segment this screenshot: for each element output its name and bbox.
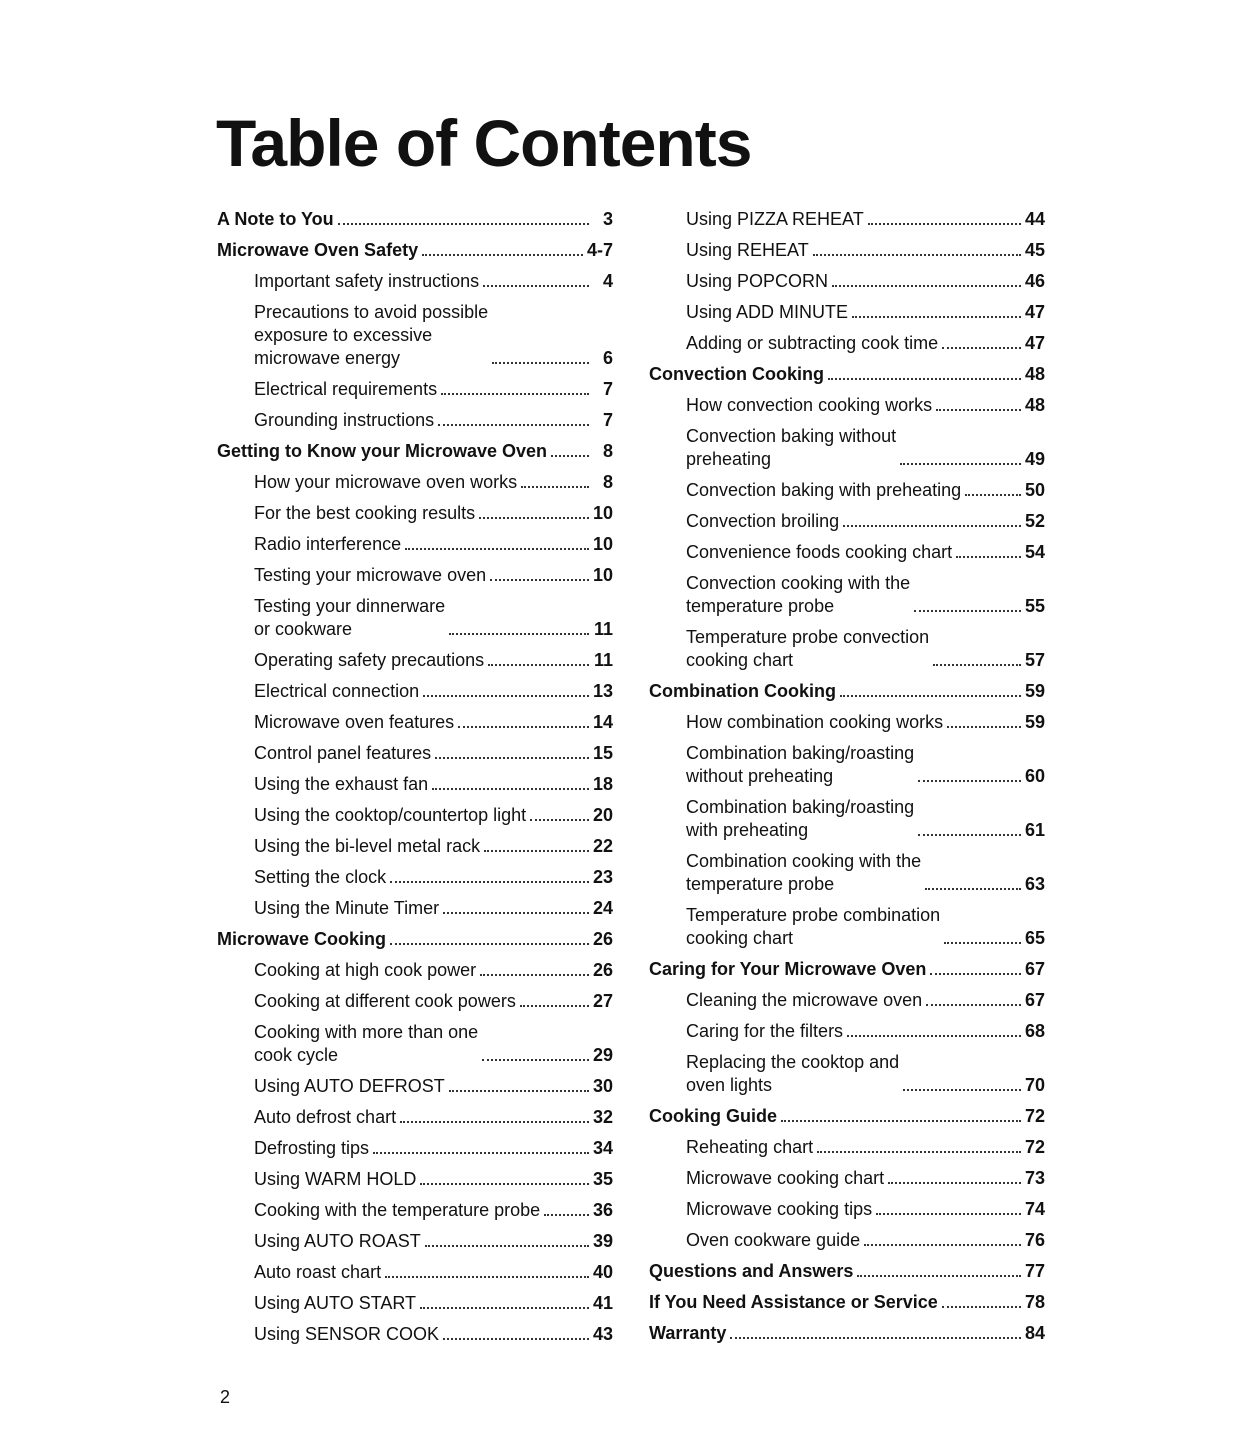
toc-subsection-entry: [217, 672, 613, 703]
toc-entry-page: 70: [1024, 1075, 1045, 1095]
toc-entry-title: Using POPCORN: [686, 271, 829, 291]
toc-subsection-entry: [217, 525, 613, 556]
toc-entry-page: 39: [592, 1231, 613, 1251]
toc-entry-title: If You Need Assistance or Service: [649, 1292, 938, 1312]
toc-entry-title: Control panel features: [254, 743, 432, 763]
toc-entry-page: 72: [1024, 1106, 1045, 1126]
dot-leader: [443, 912, 589, 914]
toc-entry-page: 48: [1024, 364, 1045, 384]
toc-entry-page: 43: [592, 1324, 613, 1344]
dot-leader: [730, 1337, 1021, 1339]
toc-entry-page: 36: [592, 1200, 613, 1220]
toc-entry-title: Cooking at high cook power: [254, 960, 477, 980]
toc-entry-title: Using AUTO START: [254, 1293, 417, 1313]
toc-entry-page: 8: [602, 472, 613, 492]
toc-subsection-entry: [649, 703, 1045, 734]
toc-entry-page: 32: [592, 1107, 613, 1127]
dot-leader: [914, 610, 1021, 612]
toc-entry-page: 55: [1024, 596, 1045, 616]
toc-entry-page: 34: [592, 1138, 613, 1158]
toc-entry-title: Cleaning the microwave oven: [686, 990, 923, 1010]
toc-entry-page: 10: [592, 503, 613, 523]
toc-subsection-entry: [649, 734, 1045, 788]
toc-entry-title: Using AUTO ROAST: [254, 1231, 421, 1251]
dot-leader: [903, 1089, 1021, 1091]
dot-leader: [930, 973, 1021, 975]
dot-leader: [918, 834, 1021, 836]
toc-section-entry: [649, 1283, 1045, 1314]
toc-entry-title: Convection broiling: [686, 511, 840, 531]
toc-entry-title: Setting the clock: [254, 867, 387, 887]
dot-leader: [458, 726, 589, 728]
toc-entry-page: 46: [1024, 271, 1045, 291]
dot-leader: [876, 1213, 1021, 1215]
dot-leader: [857, 1275, 1021, 1277]
dot-leader: [492, 362, 589, 364]
dot-leader: [926, 1004, 1021, 1006]
toc-subsection-entry: [217, 858, 613, 889]
toc-entry-title: Caring for the filters: [686, 1021, 844, 1041]
dot-leader: [438, 424, 589, 426]
toc-entry-title: Microwave Cooking: [217, 929, 387, 949]
toc-section-entry: [649, 950, 1045, 981]
toc-entry-title: Using the cooktop/countertop light: [254, 805, 527, 825]
toc-entry-page: 63: [1024, 874, 1045, 894]
toc-entry-page: 22: [592, 836, 613, 856]
toc-entry-title: Using the Minute Timer: [254, 898, 440, 918]
dot-leader: [925, 888, 1021, 890]
toc-entry-title: Temperature probe convection cooking chart: [686, 627, 930, 670]
toc-entry-page: 59: [1024, 712, 1045, 732]
toc-entry-page: 15: [592, 743, 613, 763]
toc-subsection-entry: [217, 1315, 613, 1346]
toc-subsection-entry: [217, 703, 613, 734]
toc-subsection-entry: [217, 796, 613, 827]
toc-entry-page: 50: [1024, 480, 1045, 500]
toc-subsection-entry: [649, 502, 1045, 533]
toc-entry-title: Auto roast chart: [254, 1262, 382, 1282]
toc-entry-page: 10: [592, 565, 613, 585]
dot-leader: [965, 494, 1021, 496]
dot-leader: [400, 1121, 589, 1123]
dot-leader: [868, 223, 1021, 225]
toc-entry-title: Combination baking/roasting with preheating: [686, 797, 915, 840]
toc-entry-page: 47: [1024, 302, 1045, 322]
dot-leader: [435, 757, 589, 759]
dot-leader: [441, 393, 589, 395]
toc-entry-title: Microwave Oven Safety: [217, 240, 419, 260]
toc-entry-page: 11: [593, 650, 613, 670]
dot-leader: [888, 1182, 1021, 1184]
dot-leader: [373, 1152, 589, 1154]
dot-leader: [847, 1035, 1021, 1037]
dot-leader: [490, 579, 589, 581]
toc-entry-page: 44: [1024, 209, 1045, 229]
dot-leader: [781, 1120, 1021, 1122]
page-title: Table of Contents: [216, 106, 752, 180]
dot-leader: [852, 316, 1021, 318]
toc-entry-page: 4: [602, 271, 613, 291]
toc-entry-page: 13: [592, 681, 613, 701]
toc-subsection-entry: [217, 293, 613, 370]
toc-entry-page: 84: [1024, 1323, 1045, 1343]
toc-subsection-entry: [217, 641, 613, 672]
toc-subsection-entry: [217, 951, 613, 982]
toc-subsection-entry: [649, 1043, 1045, 1097]
dot-leader: [482, 1059, 589, 1061]
toc-entry-title: How convection cooking works: [686, 395, 933, 415]
toc-subsection-entry: [649, 1012, 1045, 1043]
dot-leader: [828, 378, 1021, 380]
toc-entry-page: 26: [592, 960, 613, 980]
dot-leader: [488, 664, 589, 666]
toc-entry-page: 3: [602, 209, 613, 229]
toc-section-entry: [649, 1097, 1045, 1128]
toc-entry-page: 67: [1024, 959, 1045, 979]
dot-leader: [817, 1151, 1021, 1153]
toc-subsection-entry: [649, 564, 1045, 618]
toc-entry-title: Using AUTO DEFROST: [254, 1076, 445, 1096]
toc-entry-page: 24: [592, 898, 613, 918]
toc-subsection-entry: [217, 765, 613, 796]
toc-subsection-entry: [649, 471, 1045, 502]
toc-entry-page: 54: [1024, 542, 1045, 562]
toc-entry-page: 4-7: [586, 240, 613, 260]
dot-leader: [956, 556, 1021, 558]
toc-entry-title: Using PIZZA REHEAT: [686, 209, 864, 229]
toc-subsection-entry: [217, 1160, 613, 1191]
toc-entry-title: Questions and Answers: [649, 1261, 854, 1281]
toc-entry-page: 61: [1024, 820, 1045, 840]
toc-entry-title: Caring for Your Microwave Oven: [649, 959, 927, 979]
toc-entry-title: Combination Cooking: [649, 681, 836, 701]
dot-leader: [864, 1244, 1021, 1246]
toc-subsection-entry: [649, 200, 1045, 231]
toc-entry-page: 23: [592, 867, 613, 887]
toc-subsection-entry: [217, 1284, 613, 1315]
toc-entry-page: 72: [1024, 1137, 1045, 1157]
dot-leader: [449, 1090, 589, 1092]
toc-entry-page: 65: [1024, 928, 1045, 948]
toc-entry-page: 26: [592, 929, 613, 949]
toc-subsection-entry: [217, 494, 613, 525]
toc-entry-title: Oven cookware guide: [686, 1230, 861, 1250]
toc-entry-page: 74: [1024, 1199, 1045, 1219]
toc-entry-page: 40: [592, 1262, 613, 1282]
toc-entry-title: Electrical requirements: [254, 379, 438, 399]
toc-entry-title: Microwave cooking tips: [686, 1199, 873, 1219]
toc-subsection-entry: [217, 1067, 613, 1098]
toc-subsection-entry: [217, 1013, 613, 1067]
dot-leader: [840, 695, 1021, 697]
toc-entry-title: Convection cooking with the temperature probe: [686, 573, 911, 616]
dot-leader: [942, 1306, 1021, 1308]
toc-entry-title: Combination cooking with the temperature probe: [686, 851, 922, 894]
toc-entry-title: Getting to Know your Microwave Oven: [217, 441, 548, 461]
dot-leader: [918, 780, 1021, 782]
toc-entry-page: 68: [1024, 1021, 1045, 1041]
toc-entry-title: Using ADD MINUTE: [686, 302, 849, 322]
toc-section-entry: [649, 1252, 1045, 1283]
toc-section-entry: [649, 672, 1045, 703]
toc-subsection-entry: [217, 1253, 613, 1284]
dot-leader: [405, 548, 589, 550]
dot-leader: [420, 1183, 589, 1185]
toc-subsection-entry: [649, 1221, 1045, 1252]
toc-entry-page: 76: [1024, 1230, 1045, 1250]
toc-entry-title: Reheating chart: [686, 1137, 814, 1157]
dot-leader: [420, 1307, 589, 1309]
toc-entry-title: Important safety instructions: [254, 271, 480, 291]
dot-leader: [338, 223, 589, 225]
toc-entry-title: How combination cooking works: [686, 712, 944, 732]
toc-section-entry: [217, 231, 613, 262]
toc-entry-title: Convection baking with preheating: [686, 480, 962, 500]
toc-entry-page: 48: [1024, 395, 1045, 415]
toc-entry-page: 29: [592, 1045, 613, 1065]
toc-subsection-entry: [649, 417, 1045, 471]
toc-section-entry: [217, 432, 613, 463]
toc-entry-page: 20: [592, 805, 613, 825]
toc-entry-page: 77: [1024, 1261, 1045, 1281]
dot-leader: [936, 409, 1021, 411]
toc-entry-title: Warranty: [649, 1323, 727, 1343]
toc-entry-title: Using SENSOR COOK: [254, 1324, 440, 1344]
toc-entry-page: 30: [592, 1076, 613, 1096]
toc-entry-page: 10: [592, 534, 613, 554]
toc-entry-title: Cooking with more than one cook cycle: [254, 1022, 479, 1065]
dot-leader: [551, 455, 589, 457]
dot-leader: [390, 881, 589, 883]
toc-subsection-entry: [649, 618, 1045, 672]
dot-leader: [933, 664, 1021, 666]
toc-entry-page: 14: [592, 712, 613, 732]
toc-section-entry: [217, 920, 613, 951]
dot-leader: [947, 726, 1021, 728]
toc-subsection-entry: [217, 1098, 613, 1129]
toc-subsection-entry: [649, 1159, 1045, 1190]
toc-entry-title: Adding or subtracting cook time: [686, 333, 939, 353]
toc-subsection-entry: [649, 262, 1045, 293]
dot-leader: [390, 943, 589, 945]
toc-entry-title: Cooking with the temperature probe: [254, 1200, 541, 1220]
toc-entry-title: Grounding instructions: [254, 410, 435, 430]
toc-section-entry: [649, 355, 1045, 386]
toc-entry-page: 52: [1024, 511, 1045, 531]
dot-leader: [432, 788, 589, 790]
toc-subsection-entry: [217, 889, 613, 920]
toc-entry-page: 27: [592, 991, 613, 1011]
toc-subsection-entry: [649, 1190, 1045, 1221]
toc-subsection-entry: [649, 981, 1045, 1012]
toc-subsection-entry: [649, 386, 1045, 417]
toc-subsection-entry: [217, 1222, 613, 1253]
toc-entry-page: 57: [1024, 650, 1045, 670]
toc-entry-title: Testing your microwave oven: [254, 565, 487, 585]
toc-entry-page: 7: [602, 379, 613, 399]
toc-entry-title: Testing your dinnerware or cookware: [254, 596, 446, 639]
toc-entry-title: Using the exhaust fan: [254, 774, 429, 794]
toc-entry-title: Convection baking without preheating: [686, 426, 897, 469]
toc-entry-page: 41: [592, 1293, 613, 1313]
toc-entry-title: Convection Cooking: [649, 364, 824, 384]
toc-entry-page: 59: [1024, 681, 1045, 701]
toc-subsection-entry: [217, 556, 613, 587]
dot-leader: [530, 819, 589, 821]
toc-subsection-entry: [649, 788, 1045, 842]
toc-entry-title: Using the bi-level metal rack: [254, 836, 481, 856]
toc-entry-page: 35: [592, 1169, 613, 1189]
toc-entry-title: Replacing the cooktop and oven lights: [686, 1052, 900, 1095]
dot-leader: [544, 1214, 589, 1216]
toc-entry-page: 18: [592, 774, 613, 794]
toc-subsection-entry: [217, 1129, 613, 1160]
dot-leader: [900, 463, 1021, 465]
toc-subsection-entry: [649, 324, 1045, 355]
dot-leader: [832, 285, 1021, 287]
toc-subsection-entry: [217, 734, 613, 765]
dot-leader: [480, 974, 589, 976]
toc-entry-page: 7: [602, 410, 613, 430]
toc-entry-page: 78: [1024, 1292, 1045, 1312]
toc-entry-page: 45: [1024, 240, 1045, 260]
toc-entry-page: 11: [593, 619, 613, 639]
page-number: 2: [220, 1387, 231, 1407]
dot-leader: [521, 486, 589, 488]
toc-entry-title: Operating safety precautions: [254, 650, 485, 670]
toc-entry-title: Cooking at different cook powers: [254, 991, 516, 1011]
toc-subsection-entry: [217, 370, 613, 401]
toc-entry-title: A Note to You: [217, 209, 334, 229]
toc-subsection-entry: [217, 982, 613, 1013]
dot-leader: [843, 525, 1021, 527]
toc-subsection-entry: [649, 1128, 1045, 1159]
toc-entry-title: Electrical connection: [254, 681, 420, 701]
toc-section-entry: [217, 200, 613, 231]
toc-entry-page: 73: [1024, 1168, 1045, 1188]
dot-leader: [423, 695, 589, 697]
toc-right-column: [649, 200, 1045, 1345]
dot-leader: [944, 942, 1021, 944]
toc-entry-page: 47: [1024, 333, 1045, 353]
dot-leader: [484, 850, 589, 852]
dot-leader: [813, 254, 1021, 256]
toc-entry-title: Auto defrost chart: [254, 1107, 397, 1127]
dot-leader: [422, 254, 583, 256]
dot-leader: [385, 1276, 589, 1278]
toc-entry-title: Temperature probe combination cooking chart: [686, 905, 941, 948]
toc-subsection-entry: [649, 231, 1045, 262]
dot-leader: [449, 633, 589, 635]
toc-subsection-entry: [649, 896, 1045, 950]
toc-entry-title: Microwave cooking chart: [686, 1168, 885, 1188]
toc-subsection-entry: [217, 262, 613, 293]
toc-subsection-entry: [217, 463, 613, 494]
toc-subsection-entry: [217, 1191, 613, 1222]
dot-leader: [483, 285, 589, 287]
toc-entry-page: 6: [602, 348, 613, 368]
toc-entry-title: Microwave oven features: [254, 712, 455, 732]
dot-leader: [443, 1338, 589, 1340]
toc-entry-page: 60: [1024, 766, 1045, 786]
dot-leader: [479, 517, 589, 519]
toc-entry-title: Using WARM HOLD: [254, 1169, 417, 1189]
dot-leader: [425, 1245, 589, 1247]
toc-entry-page: 67: [1024, 990, 1045, 1010]
dot-leader: [520, 1005, 589, 1007]
toc-section-entry: [649, 1314, 1045, 1345]
toc-entry-title: Convenience foods cooking chart: [686, 542, 953, 562]
toc-entry-page: 8: [602, 441, 613, 461]
toc-entry-title: For the best cooking results: [254, 503, 476, 523]
toc-entry-title: Radio interference: [254, 534, 402, 554]
toc-entry-title: Cooking Guide: [649, 1106, 777, 1126]
toc-entry-title: Defrosting tips: [254, 1138, 370, 1158]
toc-subsection-entry: [217, 827, 613, 858]
toc-subsection-entry: [217, 587, 613, 641]
toc-entry-title: Precautions to avoid possible exposure to excessive microwave energy: [254, 302, 489, 368]
toc-subsection-entry: [649, 533, 1045, 564]
toc-subsection-entry: [649, 842, 1045, 896]
toc-entry-title: How your microwave oven works: [254, 472, 518, 492]
toc-subsection-entry: [649, 293, 1045, 324]
toc-entry-title: Combination baking/roasting without preheating: [686, 743, 915, 786]
toc-entry-page: 49: [1024, 449, 1045, 469]
toc-subsection-entry: [217, 401, 613, 432]
toc-entry-title: Using REHEAT: [686, 240, 809, 260]
dot-leader: [942, 347, 1021, 349]
toc-left-column: [217, 200, 613, 1346]
